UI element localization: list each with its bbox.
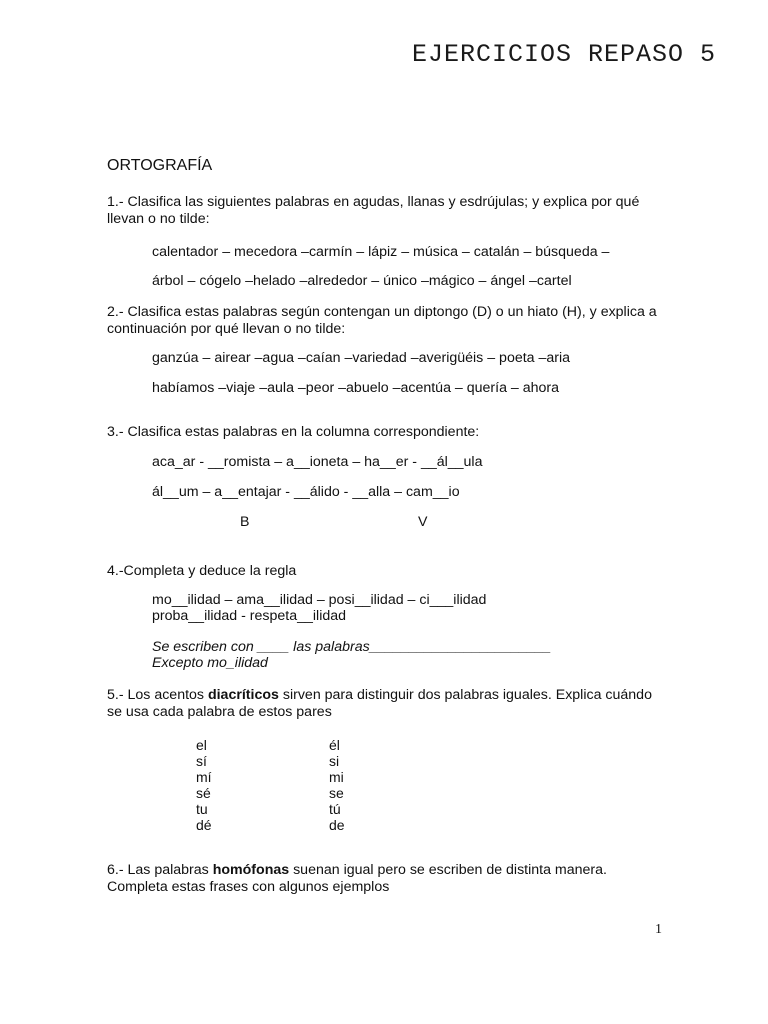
pair-5-left: tu [196,801,208,817]
q1-words-line-2: árbol – cógelo –helado –alrededor – único –mágico – ángel –cartel [152,273,572,289]
question-5 [107,687,667,721]
column-v-label: V [418,514,428,530]
question-4: 4.-Completa y deduce la regla [107,563,297,579]
question-1: 1.- Clasifica las siguientes palabras en agudas, llanas y esdrújulas; y explica por qué llevan o no tilde: [107,194,640,227]
q2-words-line-2: habíamos –viaje –aula –peor –abuelo –acentúa – quería – ahora [152,380,560,396]
pair-4-left: sé [196,785,211,801]
q4-exception: Excepto mo_ilidad [152,655,268,671]
pair-6-right: de [329,817,345,833]
q4-words-line-1: mo__ilidad – ama__ilidad – posi__ilidad – ci___ilidad [152,592,487,608]
pair-3-left: mí [196,769,212,785]
pair-2-right: si [329,753,340,769]
q6-suffix: suenan igual pero se escriben de distinta manera. Completa estas frases con algunos ejemplos [107,862,607,895]
q4-words-line-2: proba__ilidad - respeta__ilidad [152,608,347,624]
q5-prefix: 5.- Los acentos [107,687,208,703]
page-title: EJERCICIOS REPASO 5 [411,40,716,69]
section-heading: ORTOGRAFÍA [107,157,213,174]
pair-2-left: sí [196,753,207,769]
q5-suffix: sirven para distinguir dos palabras iguales. Explica cuándo se usa cada palabra de estos pares [107,687,652,720]
pair-1-right: él [329,737,340,753]
pair-4-right: se [329,785,344,801]
pair-1-left: el [196,737,207,753]
pair-6-left: dé [196,817,212,833]
q3-words-line-1: aca_ar - __romista – a__ioneta – ha__er - __ál__ula [152,454,483,470]
q6-prefix: 6.- Las palabras [107,862,213,878]
question-3: 3.- Clasifica estas palabras en la columna correspondiente: [107,424,480,440]
question-6 [107,862,667,896]
q2-words-line-1: ganzúa – airear –agua –caían –variedad –averigüéis – poeta –aria [152,350,571,366]
pair-5-right: tú [329,801,341,817]
question-2: 2.- Clasifica estas palabras según contengan un diptongo (D) o un hiato (H), y explica a continuación por qué llevan o no tilde: [107,304,657,337]
page-number: 1 [655,922,662,937]
q4-rule: Se escriben con ____ las palabras_______________________ [152,639,552,655]
q1-words-line-1: calentador – mecedora –carmín – lápiz – música – catalán – búsqueda – [152,244,610,260]
q3-words-line-2: ál__um – a__entajar - __álido - __alla – cam__io [152,484,460,500]
column-b-label: B [240,514,250,530]
pair-3-right: mi [329,769,344,785]
q6-bold-term: homófonas [212,862,290,878]
q5-bold-term: diacríticos [207,687,279,703]
